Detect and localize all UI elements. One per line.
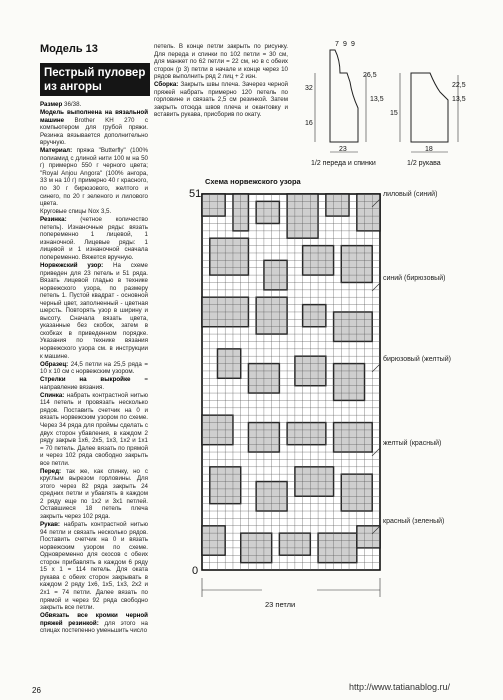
dimension-label: 13,5 bbox=[370, 96, 384, 103]
page-number: 26 bbox=[32, 686, 41, 695]
section-heading: Материал: bbox=[40, 147, 73, 155]
section-heading: Рукав: bbox=[40, 521, 60, 529]
dimension-label: 9 bbox=[343, 41, 347, 48]
dimension-label: 23 bbox=[339, 146, 347, 153]
color-band-label: красный (зеленый) bbox=[383, 518, 445, 525]
section-heading: Обвязать все кромки черной пряжей резинкой: bbox=[40, 612, 148, 627]
section-heading: Модель выполнена на вязальной машине bbox=[40, 109, 148, 124]
chart-motif bbox=[256, 201, 279, 223]
section-heading: Образец: bbox=[40, 360, 69, 368]
chart-title: Схема норвежского узора bbox=[205, 177, 301, 186]
zero-label: 0 bbox=[192, 565, 199, 577]
section-text: 36/38. bbox=[64, 101, 82, 108]
chart-motif bbox=[287, 423, 326, 445]
dimension-label: 26,5 bbox=[363, 72, 377, 79]
dimension-label: 15 bbox=[390, 110, 398, 117]
section-text: так же, как спинку, но с круглым вырезом горловины. Для этого через 82 ряда закрыть 24 средних петли и убавлять в каждом 2 ряду еще по 1x2 и 3x1 петлей. Оставшиеся 18 петель плеча закрыть через 102 ряда. bbox=[40, 467, 148, 521]
front-caption: 1/2 переда и спинки bbox=[311, 160, 376, 167]
section-heading: Сборка: bbox=[154, 81, 179, 89]
section-heading: Стрелки на выкройке bbox=[40, 376, 131, 384]
dimension-label: 16 bbox=[305, 120, 313, 127]
section-text: для этого на спицах постепенно уменьшить число bbox=[40, 619, 148, 635]
rows-count-label: 51 bbox=[189, 188, 202, 200]
chart-motif bbox=[326, 194, 349, 216]
section-heading: Норвежский узор: bbox=[40, 261, 104, 269]
section-text: набрать контрастной нитью 114 петель и провязать несколько рядов. Поставить счетчик на 0 и вязать норвежским узором по схеме. Через 34 ряда для проймы сделать с двух сторон убавления, в каждом 2 ряду закрыв 1x6, 2x5, 1x3, 1x2 и 1x1 = 70 петель. Далее вязать по прямой и через 102 ряда свободно закрыть все петли. bbox=[40, 391, 148, 467]
section-text: (четное количество петель). Изнаночные ряды: вязать попеременно 1 лицевой, 1 изнаночной. Лицевые ряды: 1 лицевой и 1 изнаночной сначала попеременно. Вяжется вручную. bbox=[40, 216, 148, 261]
section-text: Закрыть швы плеча. Зачерез черной пряжей набрать примерно 120 петель по горловине и связать 2,5 см резинкой. Затем закрыть отсюда швов плеча и окантовку и вставить рукава, присборив по окату. bbox=[154, 81, 288, 119]
section-text: = направление вязания. bbox=[40, 376, 148, 391]
chart-motif bbox=[202, 194, 225, 216]
source-url: http://www.tatianablog.ru/ bbox=[349, 682, 451, 692]
color-band-label: желтый (красный) bbox=[383, 440, 442, 447]
section-heading: Спинка: bbox=[40, 391, 65, 399]
chart-motif bbox=[210, 238, 249, 275]
dimension-label: 9 bbox=[351, 41, 355, 48]
color-band-label: бирюзовый (желтый) bbox=[383, 356, 451, 363]
color-band-label: лиловый (синий) bbox=[383, 191, 438, 198]
model-label: Модель 13 bbox=[40, 43, 98, 55]
section-heading: Резинка: bbox=[40, 216, 67, 224]
section-heading: Перед: bbox=[40, 467, 62, 475]
section-text: Brother KH 270 с компьютером для грубой пряжи. Резинка вязывается дополнительно вручную. bbox=[40, 116, 148, 147]
section-text: петель. В конце петли закрыть по рисунку. Для переда и спинки по 102 петли = 30 см, для манжет по 62 петли = 22 см, но в с обеих сторон (p 3) петли в начале и конце через 10 рядов выполнить ряд 2 лиц + 2 изн. bbox=[154, 43, 288, 81]
section-text: пряжа "Butterfly" (100% полиамид с длиной нити 100 м на 50 г) примерно 550 г черного цвета; "Royal Anjou Angora" (100% ангора, 33 м на 10 г) примерно 40 г красного, по 30 г бирюзового, желтого и синего, по 20 г зеленого и лилового цвета. bbox=[40, 147, 148, 208]
section-text: На схеме приведен для 23 петель и 51 ряда. Вязать лицевой гладью в технике норвежского узора, по размеру петель 1. Пустой квадрат - основной черный цвет, заполненный - цветная шерсть. Повторять узор в ширину и высоту. Сначала вязать цвета, указанные без скобок, затем в скобках в приведенном порядке. Указания по технике вязания норвежского узора см. в инструкции к машине. bbox=[40, 261, 148, 360]
dimension-label: 18 bbox=[425, 146, 433, 153]
section-text: набрать контрастной нитью 94 петли и связать несколько рядов. Поставить счетчик на 0 и вязать норвежским узором по схеме. Одновременно для скосов с обеих сторон прибавлять в каждом 6 ряду 15 x 1 = 114 петель. Для оката рукава с обеих сторон закрывать в каждом 2 ряду 1x6, 1x5, 1x3, 2x2 и 2x1 = 74 петли. Далее вязать по прямой и через 92 ряда свободно закрыть все петли. bbox=[40, 521, 148, 612]
dimension-label: 22,5 bbox=[452, 82, 466, 89]
front-back-pattern-outline bbox=[330, 50, 358, 142]
color-band-label: синий (бирюзовый) bbox=[383, 275, 446, 282]
section-heading: Размер bbox=[40, 101, 63, 108]
norwegian-pattern-chart bbox=[202, 194, 380, 570]
section-text: 24,5 петли на 25,5 ряда = 10 x 10 см с норвежским узором. bbox=[40, 360, 148, 376]
chart-motif bbox=[357, 194, 380, 231]
dimension-label: 7 bbox=[335, 41, 339, 48]
dimension-label: 32 bbox=[305, 85, 313, 92]
dimension-lines bbox=[315, 73, 458, 152]
section-text: Круговые спицы Nox 3,5. bbox=[40, 208, 112, 216]
dimension-label: 13,5 bbox=[452, 96, 466, 103]
chart-motif bbox=[303, 305, 326, 327]
sleeve-pattern-outline bbox=[411, 73, 448, 142]
stitches-width-label: 23 петли bbox=[265, 600, 296, 609]
sleeve-caption: 1/2 рукава bbox=[407, 160, 441, 167]
page-title: Пестрый пуловер из ангоры bbox=[40, 63, 150, 96]
